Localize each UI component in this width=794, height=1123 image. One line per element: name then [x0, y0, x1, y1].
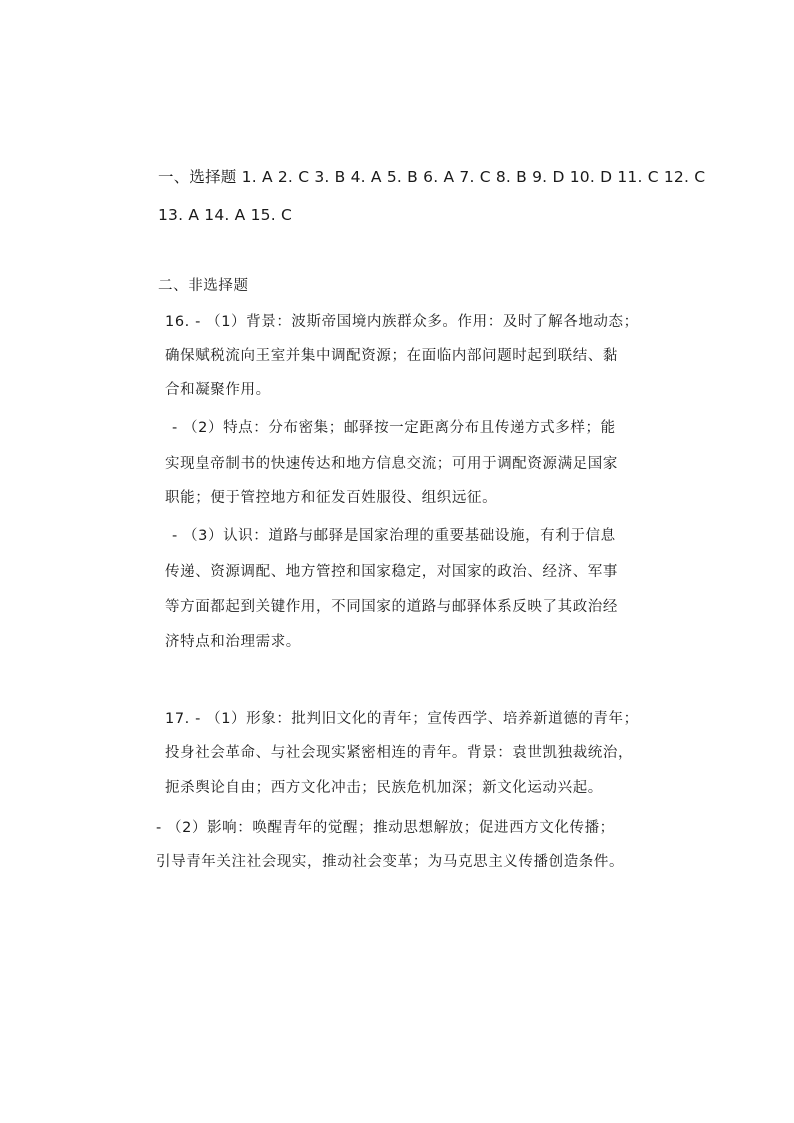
q16-part1-line-3: 合和凝聚作用。 — [165, 382, 271, 398]
q16-part3-line-2: 传递、资源调配、地方管控和国家稳定，对国家的政治、经济、军事 — [165, 564, 618, 580]
q17-part2-line-1: - （2）影响：唤醒青年的觉醒；推动思想解放；促进西方文化传播； — [156, 820, 615, 836]
q17-part2-line-2: 引导青年关注社会现实，推动社会变革；为马克思主义传播创造条件。 — [156, 854, 625, 870]
q16-part2-line-2: 实现皇帝制书的快速传达和地方信息交流；可用于调配资源满足国家 — [165, 456, 618, 472]
q16-part3-line-4: 济特点和治理需求。 — [165, 634, 301, 650]
q16-part3-line-3: 等方面都起到关键作用，不同国家的道路与邮驿体系反映了其政治经 — [165, 599, 618, 615]
q16-part1-line-2: 确保赋税流向王室并集中调配资源；在面临内部问题时起到联结、黏 — [165, 348, 618, 364]
multiple-choice-answers-line-2: 13. A 14. A 15. C — [158, 206, 293, 224]
q17-part1-line-3: 扼杀舆论自由；西方文化冲击；民族危机加深；新文化运动兴起。 — [165, 780, 603, 796]
q16-part1-line-1: 16. - （1）背景：波斯帝国境内族群众多。作用：及时了解各地动态； — [165, 314, 639, 330]
q17-part1-line-2: 投身社会革命、与社会现实紧密相连的青年。背景：袁世凯独裁统治， — [165, 745, 634, 761]
q17-part1-line-1: 17. - （1）形象：批判旧文化的青年；宣传西学、培养新道德的青年； — [165, 711, 639, 727]
q16-part2-line-1: - （2）特点：分布密集；邮驿按一定距离分布且传递方式多样；能 — [172, 420, 616, 436]
q16-part3-line-1: - （3）认识：道路与邮驿是国家治理的重要基础设施，有利于信息 — [172, 528, 616, 544]
multiple-choice-answers-line-1: 一、选择题 1. A 2. C 3. B 4. A 5. B 6. A 7. C 8. B 9. D 10. D 11. C 12. C — [158, 168, 706, 186]
section-heading-non-choice: 二、非选择题 — [158, 278, 249, 294]
q16-part2-line-3: 职能；便于管控地方和征发百姓服役、组织远征。 — [165, 490, 498, 506]
